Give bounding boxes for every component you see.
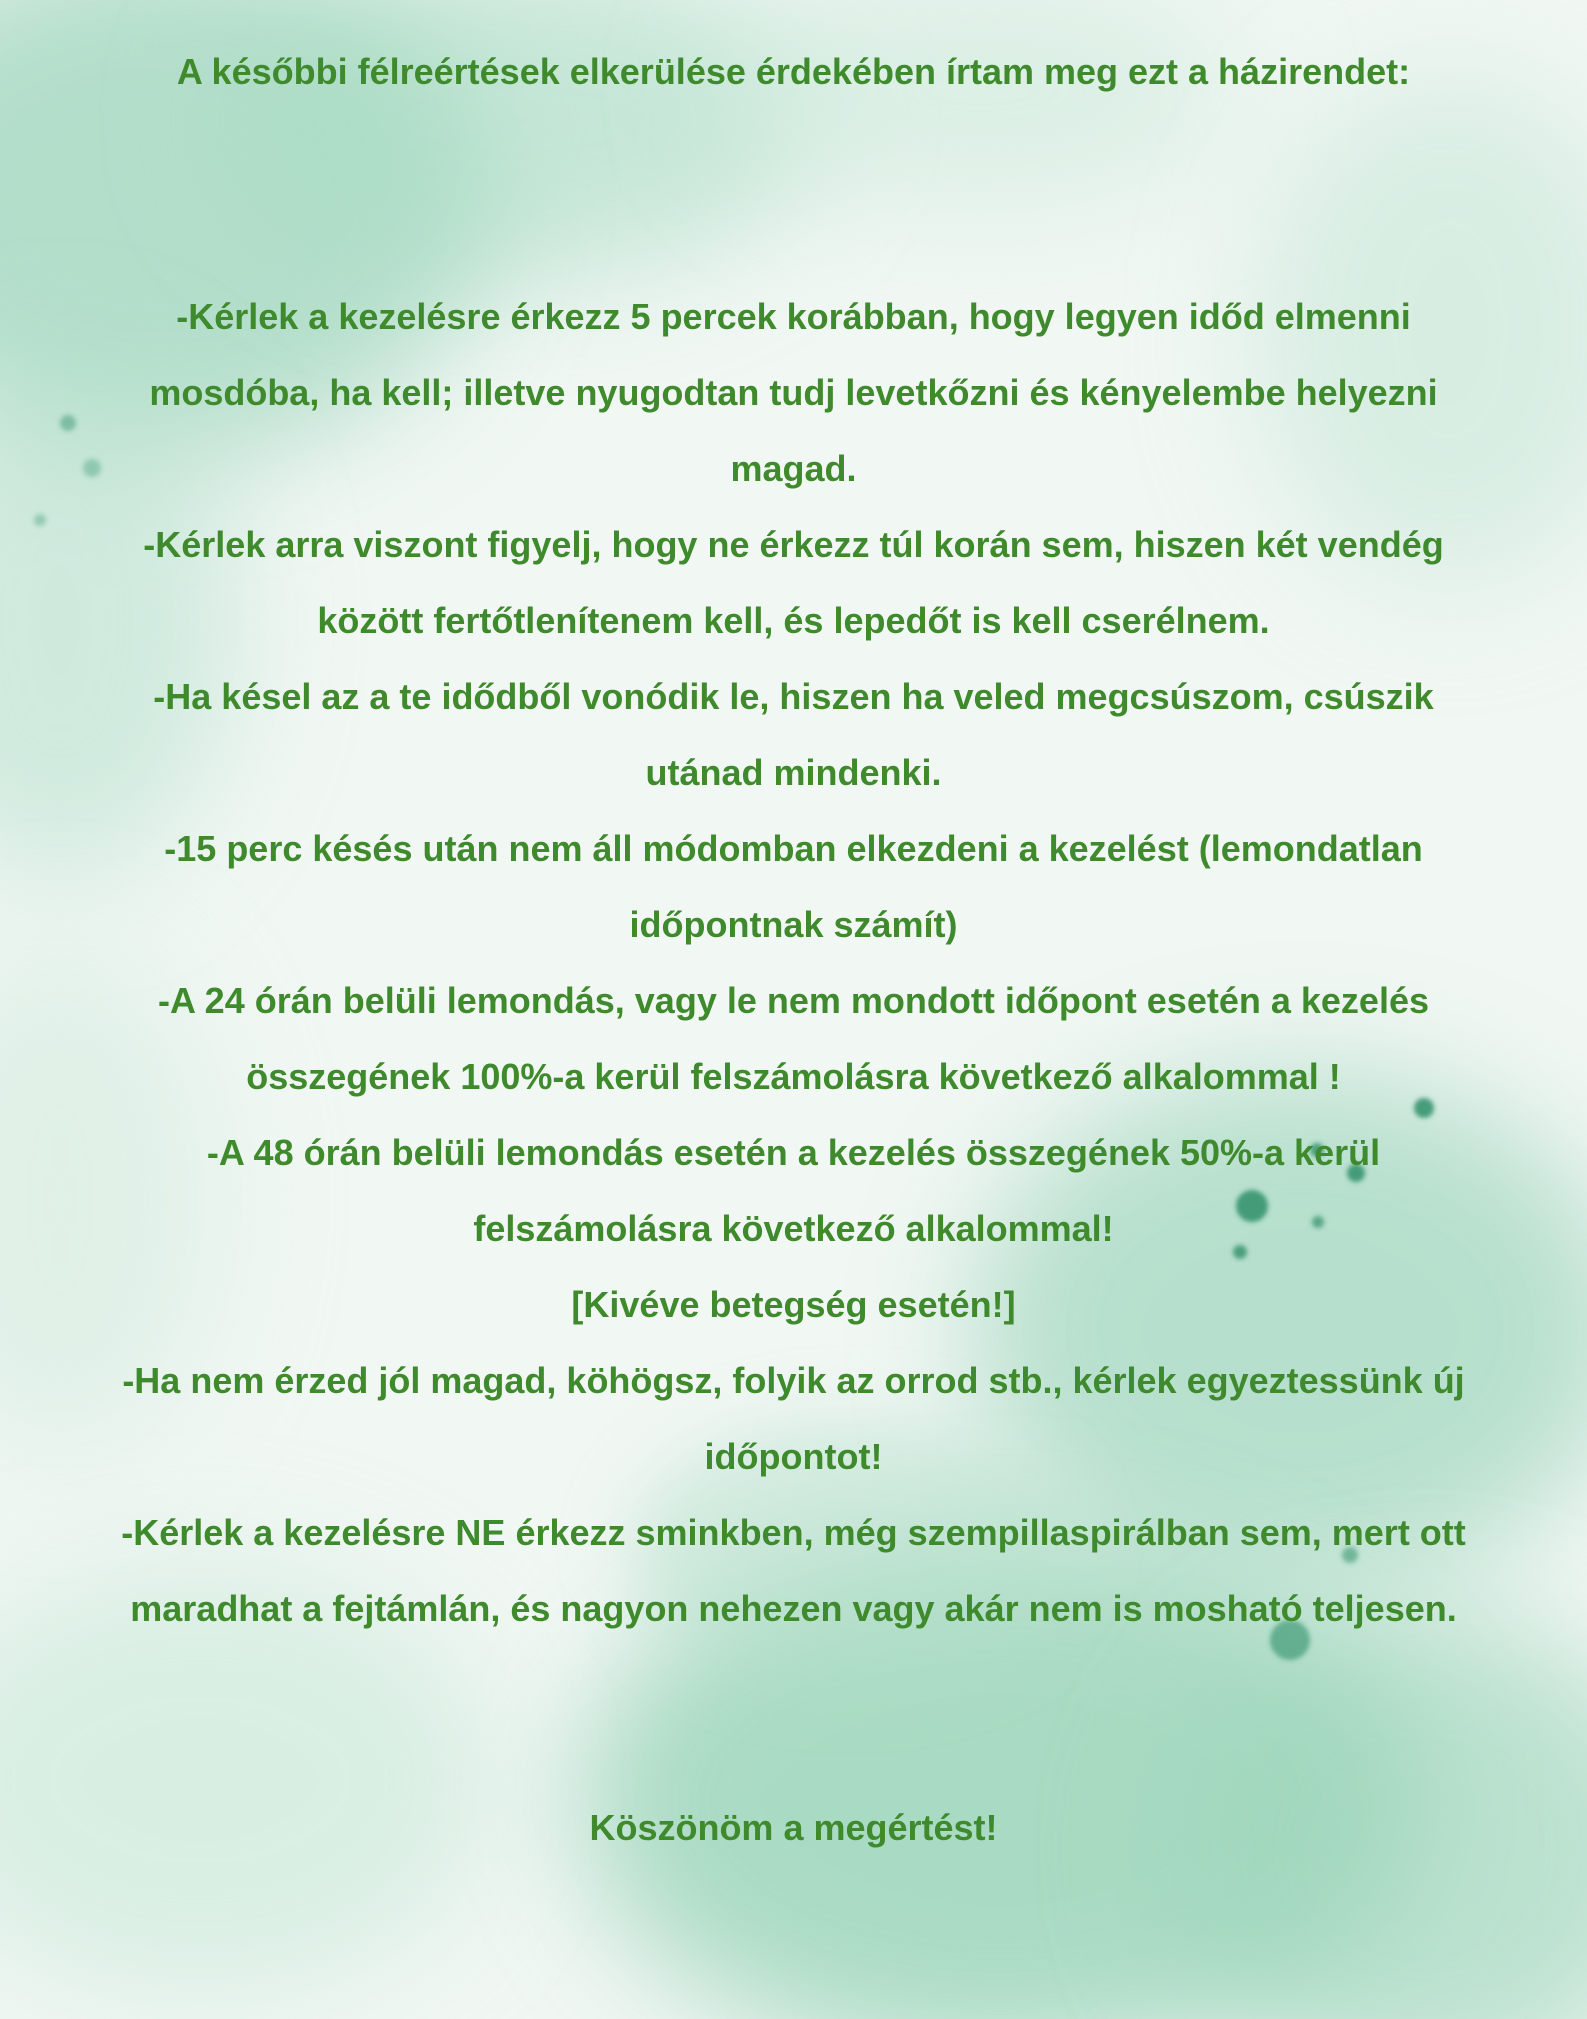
rule-line: -A 24 órán belüli lemondás, vagy le nem mondott időpont esetén a kezelés xyxy=(158,980,1429,1021)
rule-line: összegének 100%-a kerül felszámolásra következő alkalommal ! xyxy=(246,1056,1341,1097)
rule-line: -Kérlek a kezelésre érkezz 5 percek korábban, hogy legyen időd elmenni xyxy=(176,296,1411,337)
rule-line: [Kivéve betegség esetén!] xyxy=(571,1284,1016,1325)
rule-line: maradhat a fejtámlán, és nagyon nehezen vagy akár nem is mosható teljesen. xyxy=(130,1588,1457,1629)
rule-line: felszámolásra következő alkalommal! xyxy=(473,1208,1114,1249)
rule-line: -Ha késel az a te idődből vonódik le, hiszen ha veled megcsúszom, csúszik xyxy=(153,676,1434,717)
rule-line: között fertőtlenítenem kell, és lepedőt is kell cserélnem. xyxy=(317,600,1270,641)
rule-line: időpontnak számít) xyxy=(629,904,958,945)
rule-line: -Ha nem érzed jól magad, köhögsz, folyik az orrod stb., kérlek egyeztessünk új xyxy=(122,1360,1465,1401)
rule-line: -A 48 órán belüli lemondás esetén a kezelés összegének 50%-a kerül xyxy=(206,1132,1381,1173)
document-heading: A későbbi félreértések elkerülése érdekében írtam meg ezt a házirendet: xyxy=(176,51,1411,92)
closing-thanks: Köszönöm a megértést! xyxy=(589,1807,998,1848)
rule-line: magad. xyxy=(730,448,857,489)
rule-line: -Kérlek arra viszont figyelj, hogy ne érkezz túl korán sem, hiszen két vendég xyxy=(143,524,1444,565)
rule-line: utánad mindenki. xyxy=(645,752,942,793)
rule-line: -15 perc késés után nem áll módomban elkezdeni a kezelést (lemondatlan xyxy=(164,828,1423,869)
rules-list xyxy=(0,279,1587,1647)
rule-line: időpontot! xyxy=(704,1436,883,1477)
rule-line: -Kérlek a kezelésre NE érkezz sminkben, még szempillaspirálban sem, mert ott xyxy=(121,1512,1466,1553)
rule-line: mosdóba, ha kell; illetve nyugodtan tudj levetkőzni és kényelembe helyezni xyxy=(149,372,1438,413)
